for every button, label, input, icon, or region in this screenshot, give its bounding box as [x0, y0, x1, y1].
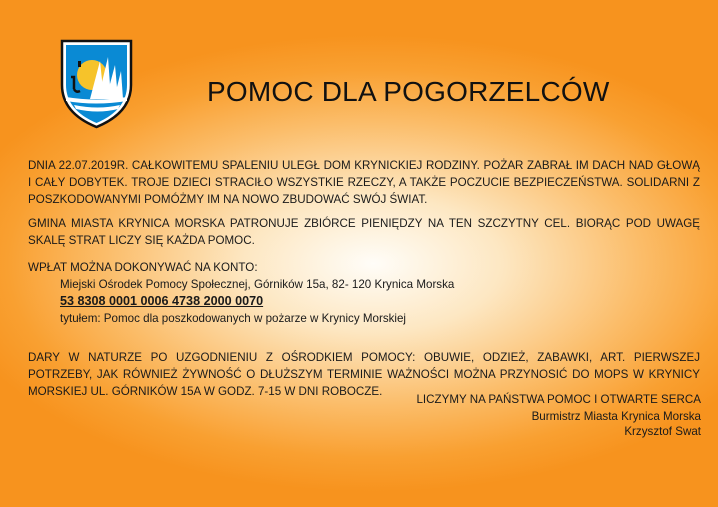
- transfer-reference: tytułem: Pomoc dla poszkodowanych w pożarze w Krynicy Morskiej: [60, 312, 407, 325]
- signature-title: Burmistrz Miasta Krynica Morska: [531, 410, 701, 423]
- fire-description-paragraph: DNIA 22.07.2019R. CAŁKOWITEMU SPALENIU ULEGŁ DOM KRYNICKIEJ RODZINY. POŻAR ZABRAŁ IM DACH NAD GŁOWĄ I CAŁY DOBYTEK. TROJE DZIECI STRACIŁO WSZYSTKIE RZECZY, A TAKŻE POCZUCIE BEZPIECZEŃSTWA. SOLIDARNI Z POSZKODOWANYMI POMÓŻMY IM NA NOWO ZBUDOWAĆ SWÓJ ŚWIAT.: [28, 159, 700, 206]
- transfer-section: [28, 259, 700, 327]
- closing-signature: [416, 392, 701, 439]
- bank-account-number: 53 8308 0001 0006 4738 2000 0070: [60, 294, 264, 308]
- municipality-patronage-paragraph: GMINA MIASTA KRYNICA MORSKA PATRONUJE ZBIÓRCE PIENIĘDZY NA TEN SZCZYTNY CEL. BIORĄC POD UWAGĘ SKALĘ STRAT LICZY SIĘ KAŻDA POMOC.: [28, 217, 700, 247]
- signature-name: Krzysztof Swat: [624, 425, 701, 438]
- closing-motto: LICZYMY NA PAŃSTWA POMOC I OTWARTE SERCA: [416, 393, 701, 406]
- transfer-recipient: Miejski Ośrodek Pomocy Społecznej, Górników 15a, 82- 120 Krynica Morska: [60, 278, 455, 291]
- announcement-body: [28, 157, 700, 400]
- in-kind-donations-paragraph: DARY W NATURZE PO UZGODNIENIU Z OŚRODKIEM POMOCY: OBUWIE, ODZIEŻ, ZABAWKI, ART. PIERWSZEJ POTRZEBY, JAK RÓWNIEŻ ŻYWNOŚĆ O DŁUŻSZYM TERMINIE WAŻNOŚCI MOŻNA PRZYNOSIĆ DO MOPS W KRYNICY MORSKIEJ UL. GÓRNIKÓW 15A W GODZ. 7-15 W DNI ROBOCZE.: [28, 351, 700, 398]
- page-title: POMOC DLA POGORZELCÓW: [207, 76, 610, 107]
- transfer-heading: WPŁAT MOŻNA DOKONYWAĆ NA KONTO:: [28, 261, 258, 274]
- krynica-morska-coat-of-arms-icon: [60, 39, 133, 129]
